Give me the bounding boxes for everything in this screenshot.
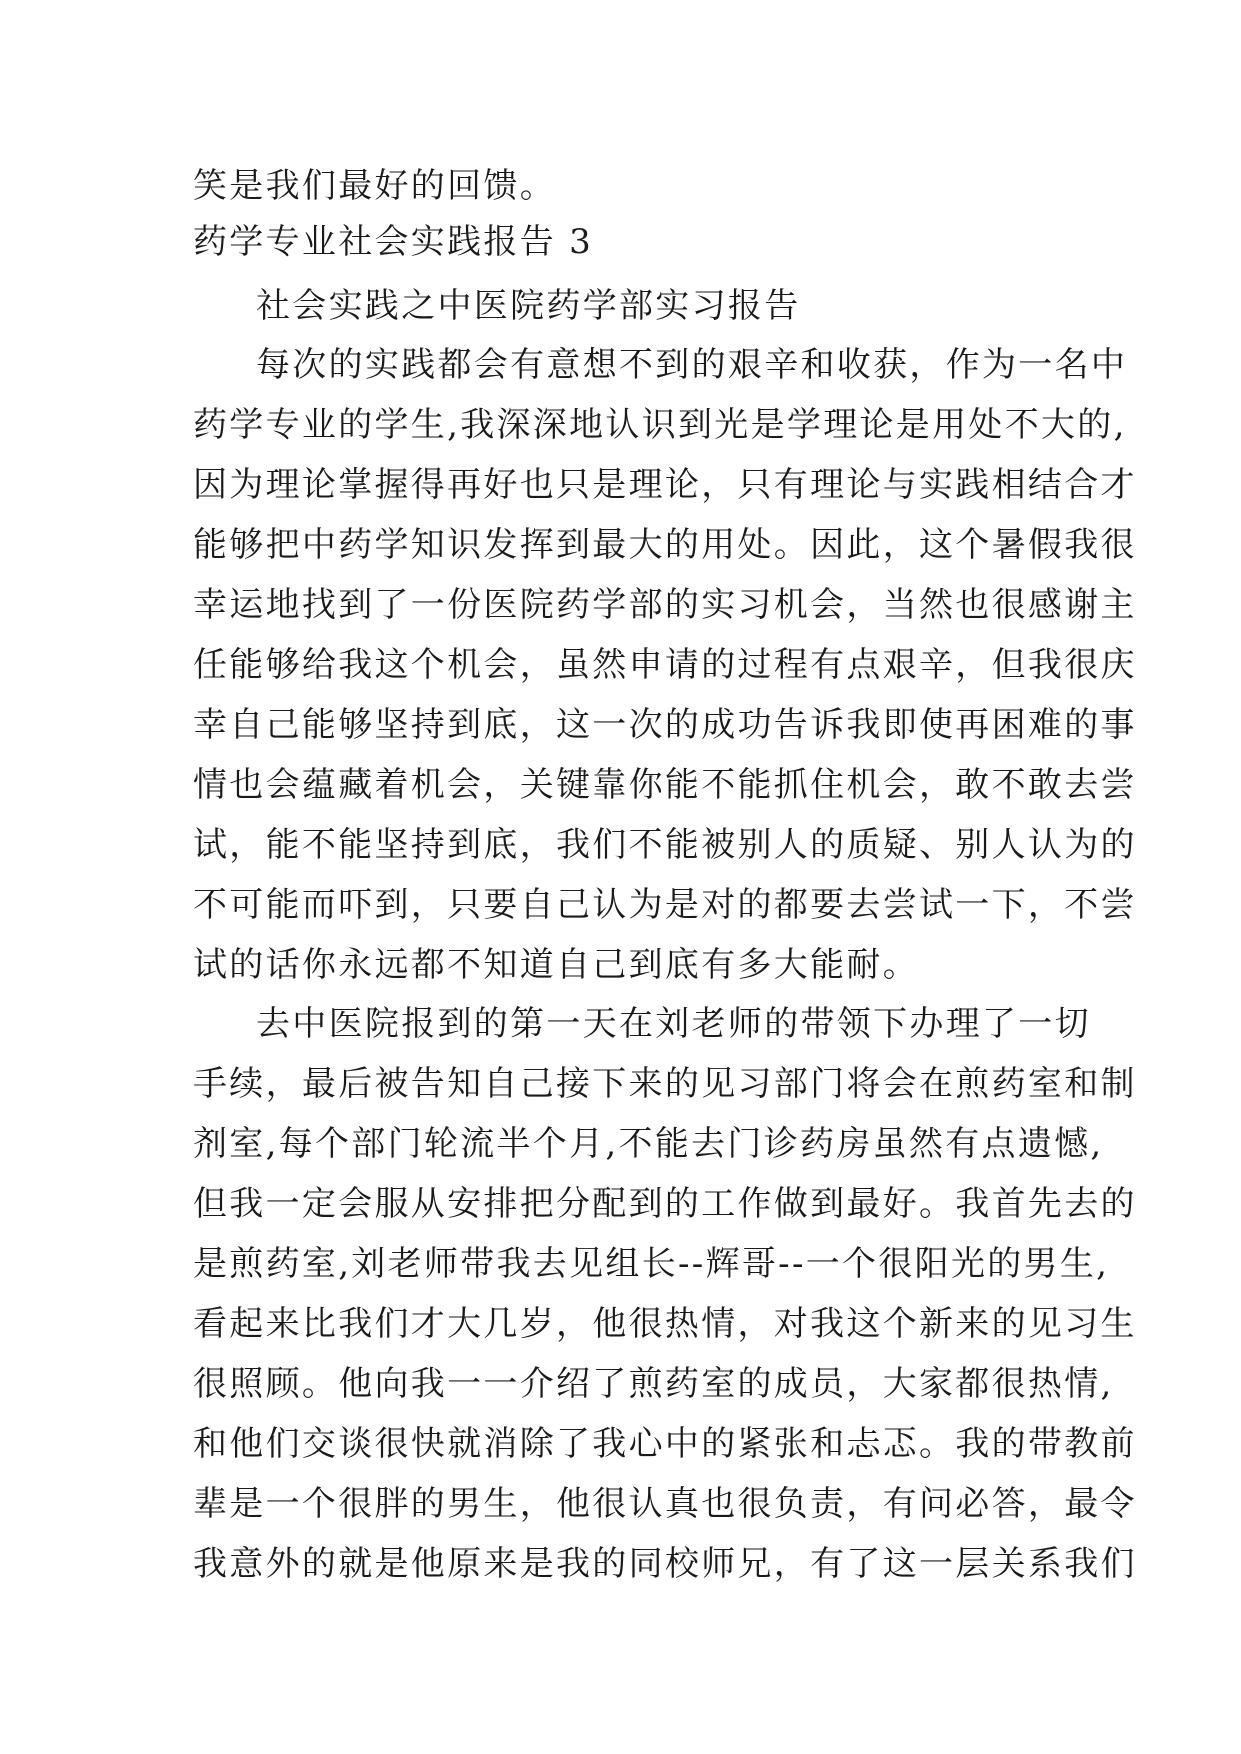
- paragraph-2-line: 是煎药室,刘老师带我去见组长--辉哥--一个很阳光的男生,: [193, 1244, 1110, 1284]
- paragraph-1-line: 能够把中药学知识发挥到最大的用处。因此，这个暑假我很: [193, 525, 1137, 565]
- paragraph-2-line: 手续，最后被告知自己接下来的见习部门将会在煎药室和制: [193, 1064, 1137, 1104]
- paragraph-2-line: 去中医院报到的第一天在刘老师的带领下办理了一切: [256, 1004, 1091, 1044]
- paragraph-1-line: 试，能不能坚持到底，我们不能被别人的质疑、别人认为的: [193, 825, 1137, 865]
- paragraph-1-line: 情也会蕴藏着机会，关键靠你能不能抓住机会，敢不敢去尝: [193, 765, 1137, 805]
- section-title: 药学专业社会实践报告 3: [193, 222, 594, 262]
- paragraph-2-line: 和他们交谈很快就消除了我心中的紧张和忐忑。我的带教前: [193, 1424, 1137, 1464]
- paragraph-1-line: 试的话你永远都不知道自己到底有多大能耐。: [193, 945, 919, 985]
- continuation-line: 笑是我们最好的回馈。: [193, 166, 556, 206]
- paragraph-2-line: 但我一定会服从安排把分配到的工作做到最好。我首先去的: [193, 1184, 1137, 1224]
- paragraph-1-line: 每次的实践都会有意想不到的艰辛和收获，作为一名中: [256, 345, 1128, 385]
- paragraph-2-line: 很照顾。他向我一一介绍了煎药室的成员，大家都很热情,: [193, 1364, 1114, 1404]
- report-subtitle: 社会实践之中医院药学部实习报告: [256, 286, 801, 326]
- paragraph-1-line: 因为理论掌握得再好也只是理论，只有理论与实践相结合才: [193, 465, 1137, 505]
- paragraph-1-line: 药学专业的学生,我深深地认识到光是学理论是用处不大的,: [193, 405, 1127, 445]
- paragraph-2-line: 我意外的就是他原来是我的同校师兄，有了这一层关系我们: [193, 1544, 1137, 1584]
- paragraph-1-line: 不可能而吓到，只要自己认为是对的都要去尝试一下，不尝: [193, 885, 1137, 925]
- paragraph-2-line: 看起来比我们才大几岁，他很热情，对我这个新来的见习生: [193, 1304, 1137, 1344]
- paragraph-1-line: 幸运地找到了一份医院药学部的实习机会，当然也很感谢主: [193, 585, 1137, 625]
- paragraph-1-line: 任能够给我这个机会，虽然申请的过程有点艰辛，但我很庆: [193, 645, 1137, 685]
- paragraph-1-line: 幸自己能够坚持到底，这一次的成功告诉我即使再困难的事: [193, 705, 1137, 745]
- paragraph-2-line: 辈是一个很胖的男生，他很认真也很负责，有问必答，最令: [193, 1484, 1137, 1524]
- paragraph-2-line: 剂室,每个部门轮流半个月,不能去门诊药房虽然有点遗憾,: [193, 1124, 1104, 1164]
